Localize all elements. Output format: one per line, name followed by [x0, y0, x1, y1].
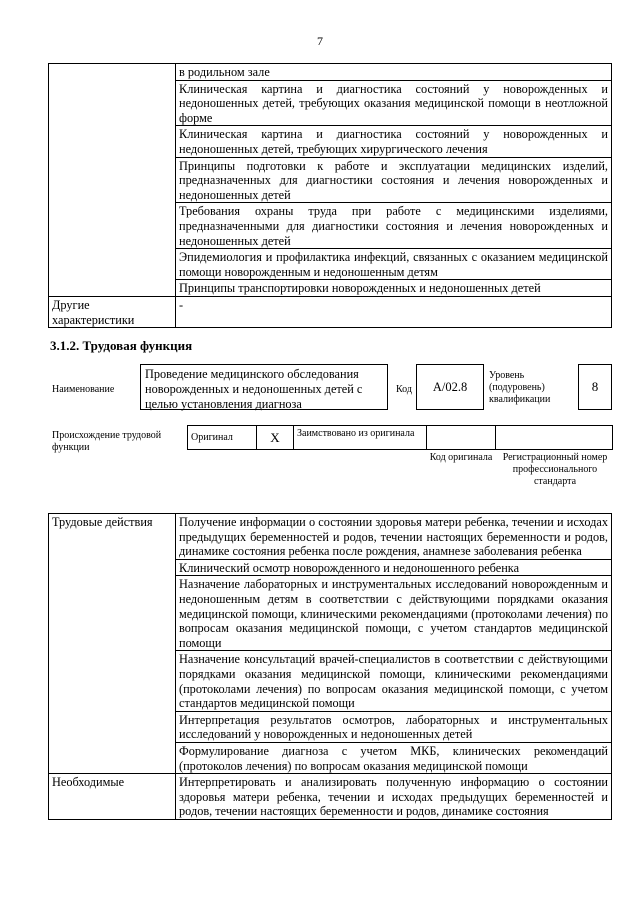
- knowledge-item: Клиническая картина и диагностика состояний у новорожденных и недоношенных детей, требующих оказания медицинской помощи в неотложной форме: [176, 80, 612, 126]
- function-details-table: [48, 513, 612, 820]
- origin-table: [187, 425, 613, 450]
- action-item: Назначение лабораторных и инструментальных исследований новорожденным и недоношенным детям в соответствии с действующими порядками оказания медицинской помощи, клиническими рекомендациями (протоколами лечения) по вопросам оказания медицинской помощи, с учетом стандартов медицинской помощи: [176, 576, 612, 651]
- level-label: Уровень (подуровень) квалификации: [489, 370, 551, 405]
- skill-item: Интерпретировать и анализировать полученную информацию о состоянии здоровья матери ребенка, течении и исходах предыдущих беременностей и родов, течении настоящих беременности и родов, динамике состояния: [176, 774, 612, 820]
- name-label: Наименование: [52, 384, 115, 395]
- skills-label: Необходимые: [49, 774, 176, 820]
- action-item: Формулирование диагноза с учетом МКБ, клинических рекомендаций (протоколов лечения) по вопросам оказания медицинской помощи: [176, 742, 612, 773]
- original-code-caption: Код оригинала: [429, 452, 493, 463]
- other-characteristics-label: Другие характеристики: [49, 296, 176, 327]
- knowledge-table: [48, 63, 612, 328]
- action-item: Клинический осмотр новорожденного и недоношенного ребенка: [176, 559, 612, 576]
- function-code-box: A/02.8: [416, 364, 484, 410]
- knowledge-item: Эпидемиология и профилактика инфекций, связанных с оказанием медицинской помощи новорожденным и недоношенным детям: [176, 249, 612, 280]
- knowledge-item: Клиническая картина и диагностика состояний у новорожденных и недоношенных детей, требующих хирургического лечения: [176, 126, 612, 157]
- actions-label: Трудовые действия: [49, 514, 176, 774]
- knowledge-item: Принципы подготовки к работе и эксплуатации медицинских изделий, предназначенных для диагностики состояния и лечения новорожденных и недоношенных детей: [176, 157, 612, 203]
- regnum-caption: Регистрационный номер профессионального стандарта: [502, 452, 608, 487]
- function-name-box: Проведение медицинского обследования новорожденных и недоношенных детей с целью установления диагноза: [140, 364, 388, 410]
- action-item: Интерпретация результатов осмотров, лабораторных и инструментальных исследований у новорожденных и недоношенных детей: [176, 711, 612, 742]
- action-item: Получение информации о состоянии здоровья матери ребенка, течении и исходах предыдущих беременностей и родов, течении настоящих беременности и родов, динамике состояния ребенка после рождения, анамнезе заболевания ребенка: [176, 514, 612, 560]
- original-code-cell: [427, 426, 496, 450]
- knowledge-label-cell: [49, 64, 176, 297]
- knowledge-item: Принципы транспортировки новорожденных и недоношенных детей: [176, 280, 612, 297]
- original-label: Оригинал: [188, 426, 257, 450]
- page-number: 7: [317, 34, 323, 48]
- knowledge-item: в родильном зале: [176, 64, 612, 81]
- original-mark: X: [257, 426, 294, 450]
- borrowed-label: Заимствовано из оригинала: [294, 426, 427, 450]
- origin-label: Происхождение трудовой функции: [52, 430, 162, 453]
- action-item: Назначение консультаций врачей-специалистов в соответствии с действующими порядками оказания медицинской помощи, клиническими рекомендациями (протоколами лечения) по вопросам оказания медицинской помощи, с учетом стандартов медицинской помощи: [176, 651, 612, 711]
- level-value-box: 8: [578, 364, 612, 410]
- code-label: Код: [396, 384, 412, 395]
- regnum-cell: [496, 426, 613, 450]
- section-heading: 3.1.2. Трудовая функция: [50, 338, 193, 353]
- knowledge-item: Требования охраны труда при работе с медицинскими изделиями, предназначенными для диагностики состояния и лечения новорожденных и недоношенных детей: [176, 203, 612, 249]
- other-characteristics-value: -: [176, 296, 612, 327]
